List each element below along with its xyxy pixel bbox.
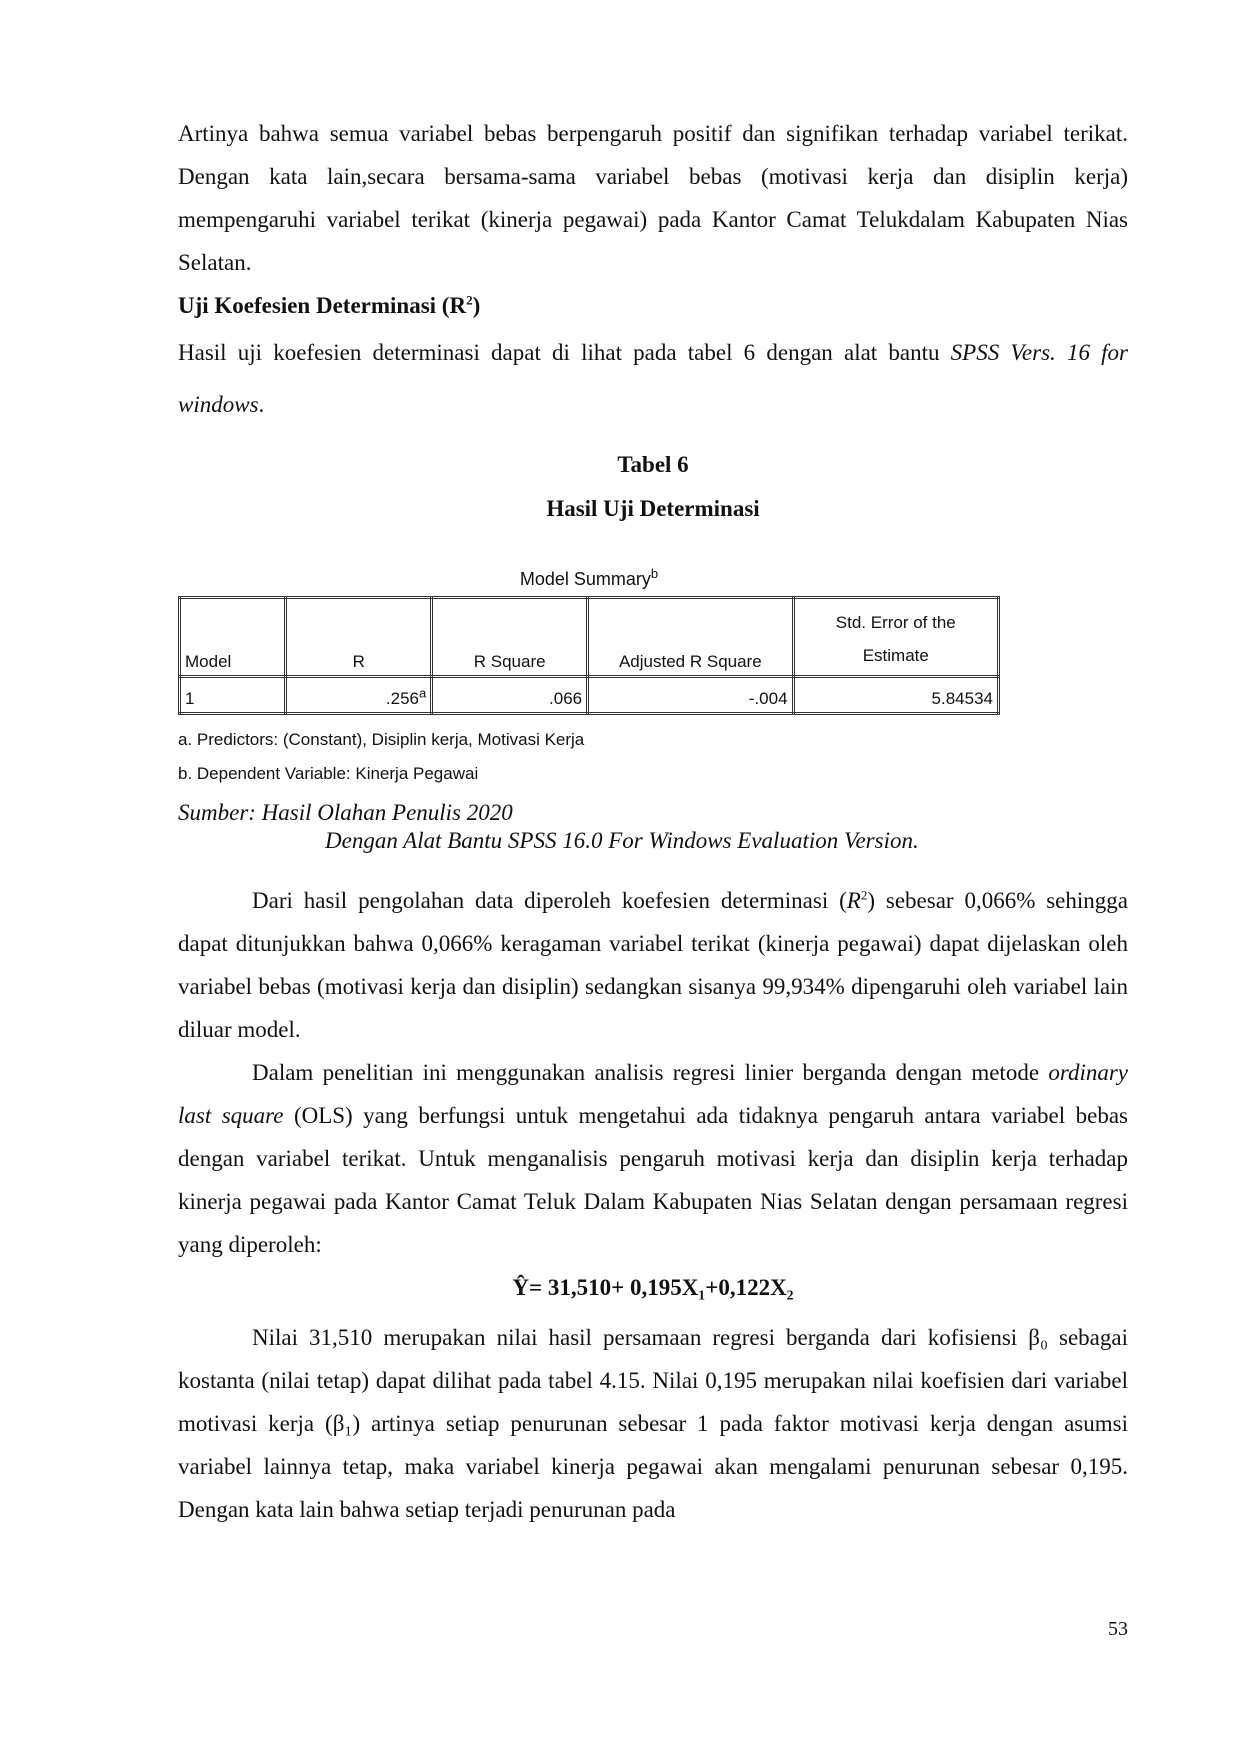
table-caption-title: Hasil Uji Determinasi: [546, 496, 760, 521]
footnote-b: b. Dependent Variable: Kinerja Pegawai: [178, 764, 479, 783]
paragraph-determination: [178, 879, 1128, 1051]
source-line-1: Sumber: Hasil Olahan Penulis 2020: [178, 800, 513, 825]
header-r-square: R Square: [432, 598, 588, 677]
table-caption-number: Tabel 6: [617, 452, 689, 477]
method-italic: ordinary last square: [178, 1060, 1128, 1128]
method-text-rest: (OLS) yang berfungsi untuk mengetahui ada tidaknya pengaruh antara variabel bebas dengan variabel terikat. Untuk menganalisis pengaruh motivasi kerja dan disiplin kerja terhadap kinerja pegawai pada Kantor Camat Teluk Dalam Kabupaten Nias Selatan dengan persamaan regresi yang diperoleh:: [178, 1103, 1128, 1257]
cell-r-value: .256: [385, 689, 419, 708]
method-text-start: Dalam penelitian ini menggunakan analisis regresi linier berganda dengan metode: [252, 1060, 1049, 1085]
spss-output: [178, 566, 1000, 791]
source-line-2: Dengan Alat Bantu SPSS 16.0 For Windows Evaluation Version.: [325, 828, 919, 853]
footnote-a: a. Predictors: (Constant), Disiplin kerja, Motivasi Kerja: [178, 730, 585, 749]
spss-intro-text: Hasil uji koefesien determinasi dapat di lihat pada tabel 6 dengan alat bantu: [178, 340, 951, 365]
paragraph-method: [178, 1051, 1128, 1266]
cell-r-square: .066: [432, 677, 588, 714]
header-model: Model: [180, 598, 286, 677]
cell-model: 1: [180, 677, 286, 714]
section-heading-sup: 2: [466, 292, 473, 308]
regression-equation: Ŷ= 31,510+ 0,195X₁+0,122X₂: [512, 1275, 794, 1300]
cell-std-error: 5.84534: [793, 677, 998, 714]
determination-symbol-sup: 2: [860, 887, 868, 903]
spss-intro-italic: SPSS Vers. 16 for windows: [178, 340, 1129, 417]
determination-symbol: R: [846, 888, 861, 913]
header-std-error: [793, 598, 998, 677]
cell-r-sup: a: [418, 685, 427, 701]
paragraph-coefficients: Nilai 31,510 merupakan nilai hasil persamaan regresi berganda dari kofisiensi β₀ sebagai kostanta (nilai tetap) dapat dilihat pada tabel 4.15. Nilai 0,195 merupakan nilai koefisien dari variabel motivasi kerja (β₁) artinya setiap penurunan sebesar 1 pada faktor motivasi kerja dengan asumsi variabel lainnya tetap, maka variabel kinerja pegawai akan mengalami penurunan sebesar 0,195. Dengan kata lain bahwa setiap terjadi penurunan pada: [178, 1325, 1128, 1522]
header-adjusted-r-square: Adjusted R Square: [588, 598, 793, 677]
determination-text-rest: ) sebesar 0,066% sehingga dapat ditunjukkan bahwa 0,066% keragaman variabel terikat (kinerja pegawai) dapat dijelaskan oleh variabel bebas (motivasi kerja dan disiplin) sedangkan sisanya 99,934% dipengaruhi oleh variabel lain diluar model.: [178, 888, 1128, 1042]
header-r: R: [286, 598, 432, 677]
model-summary-title-sup: b: [650, 566, 659, 581]
header-std-error-line2: Estimate: [862, 646, 929, 665]
section-heading-end: ): [472, 293, 481, 318]
model-summary-table: [178, 596, 1000, 715]
model-summary-title-text: Model Summary: [519, 569, 651, 589]
spss-intro-end: .: [258, 392, 265, 417]
table-row: [180, 677, 999, 714]
cell-r: [286, 677, 432, 714]
header-std-error-line1: Std. Error of the: [835, 613, 956, 632]
determination-text-start: Dari hasil pengolahan data diperoleh koefesien determinasi (: [252, 888, 847, 913]
page-content: [178, 112, 1128, 1531]
section-heading: [178, 284, 1128, 327]
paragraph-intro: Artinya bahwa semua variabel bebas berpengaruh positif dan signifikan terhadap variabel terikat. Dengan kata lain,secara bersama-sama variabel bebas (motivasi kerja dan disiplin kerja) mempengaruhi variabel terikat (kinerja pegawai) pada Kantor Camat Telukdalam Kabupaten Nias Selatan.: [178, 121, 1128, 275]
section-heading-text: Uji Koefesien Determinasi (R: [178, 293, 467, 318]
page-number: 53: [1108, 1618, 1128, 1640]
cell-adjusted-r-square: -.004: [588, 677, 793, 714]
paragraph-spss-intro: [178, 327, 1128, 431]
model-summary-title: [178, 566, 1000, 590]
table-header-row: [180, 598, 999, 677]
